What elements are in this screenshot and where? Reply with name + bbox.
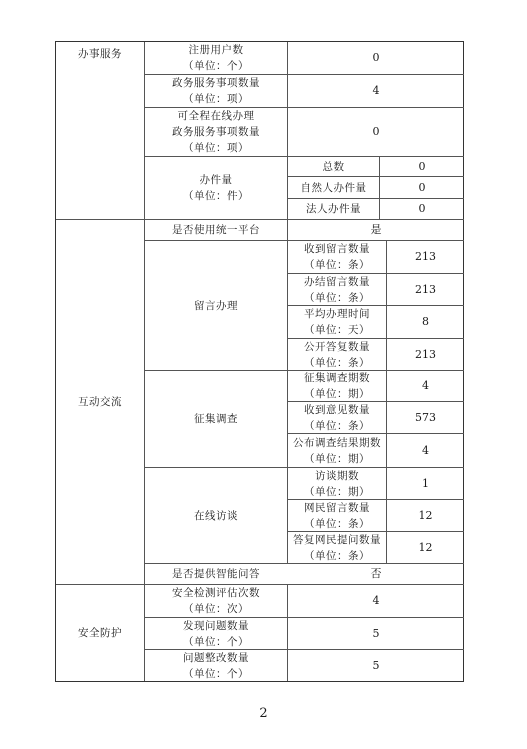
row-value-security-checks bbox=[288, 585, 464, 617]
row-label-registered-users bbox=[145, 42, 287, 74]
unit-text: （单位：条） bbox=[304, 549, 370, 562]
item-value-opinions-received bbox=[387, 402, 464, 433]
label-text: 公布调查结果期数 bbox=[293, 436, 381, 449]
unit-text: （单位：件） bbox=[183, 190, 249, 202]
item-value-netizen-messages bbox=[387, 500, 464, 531]
group-label-survey bbox=[145, 371, 287, 467]
row-label-smart-qa bbox=[145, 564, 287, 584]
label-text: 征集调查期数 bbox=[304, 372, 370, 384]
label-text: 政务服务事项数量 bbox=[172, 126, 260, 138]
unit-text: （单位：期） bbox=[304, 485, 370, 498]
label-text: 访谈期数 bbox=[315, 469, 359, 482]
group-label-interview bbox=[145, 468, 287, 563]
label-text: 安全检测评估次数 bbox=[172, 587, 260, 599]
value-text: 0 bbox=[418, 159, 426, 173]
label-text: 注册用户数 bbox=[188, 44, 244, 56]
item-value-results-published bbox=[387, 434, 464, 467]
unit-text: （单位：条） bbox=[304, 259, 370, 271]
value-text: 4 bbox=[422, 379, 429, 392]
section-label-service bbox=[56, 42, 144, 66]
section-label-interaction bbox=[56, 220, 144, 584]
label-text: 网民留言数量 bbox=[304, 501, 370, 514]
group-label-messages bbox=[145, 241, 287, 370]
section-label-security bbox=[56, 585, 144, 681]
item-label-completed-messages bbox=[288, 274, 386, 305]
row-label-unified-platform bbox=[145, 220, 287, 240]
label-text: 办件量 bbox=[199, 174, 233, 186]
item-label-survey-periods bbox=[288, 371, 386, 401]
unit-text: （单位：项） bbox=[183, 142, 249, 154]
value-text: 8 bbox=[422, 315, 429, 328]
value-text: 5 bbox=[372, 658, 380, 672]
unit-text: （单位：条） bbox=[304, 291, 370, 304]
item-label-questions-answered bbox=[288, 532, 386, 563]
row-label-online-items bbox=[145, 108, 287, 156]
sub-value-natural-person bbox=[380, 177, 464, 198]
row-value-online-items bbox=[288, 108, 464, 156]
value-text: 1 bbox=[422, 476, 429, 490]
value-text: 4 bbox=[422, 443, 429, 457]
label-text: 是否使用统一平台 bbox=[172, 224, 260, 236]
row-label-case-volume bbox=[145, 157, 287, 219]
value-text: 213 bbox=[415, 347, 436, 361]
item-label-average-time bbox=[288, 306, 386, 338]
unit-text: （单位：条） bbox=[304, 356, 370, 369]
item-value-interview-periods bbox=[387, 468, 464, 499]
row-label-security-checks bbox=[145, 585, 287, 617]
section-label-text: 互动交流 bbox=[78, 396, 122, 408]
item-label-public-replies bbox=[288, 339, 386, 370]
row-value-unified-platform bbox=[288, 220, 464, 240]
value-text: 0 bbox=[418, 202, 426, 215]
unit-text: （单位：项） bbox=[183, 93, 249, 105]
item-label-results-published bbox=[288, 434, 386, 467]
unit-text: （单位：期） bbox=[304, 452, 370, 465]
value-text: 12 bbox=[418, 508, 433, 522]
label-text: 发现问题数量 bbox=[183, 619, 249, 632]
label-text: 征集调查 bbox=[194, 413, 238, 425]
value-text: 12 bbox=[418, 540, 433, 554]
value-text: 213 bbox=[415, 250, 436, 263]
row-label-issues-fixed bbox=[145, 650, 287, 681]
label-text: 办结留言数量 bbox=[304, 275, 370, 288]
label-text: 问题整改数量 bbox=[183, 651, 249, 664]
label-text: 收到留言数量 bbox=[304, 243, 370, 255]
unit-text: （单位：条） bbox=[304, 517, 370, 530]
label-text: 留言办理 bbox=[194, 299, 238, 312]
value-text: 4 bbox=[372, 594, 380, 607]
label-text: 收到意见数量 bbox=[304, 403, 370, 416]
value-text: 0 bbox=[418, 180, 426, 194]
item-label-received-messages bbox=[288, 241, 386, 273]
item-label-opinions-received bbox=[288, 402, 386, 433]
value-text: 0 bbox=[372, 125, 380, 138]
row-value-service-items bbox=[288, 75, 464, 107]
unit-text: （单位：次） bbox=[183, 603, 249, 615]
item-value-questions-answered bbox=[387, 532, 464, 563]
sub-label-legal-person bbox=[288, 199, 379, 219]
value-text: 否 bbox=[370, 567, 382, 580]
unit-text: （单位：天） bbox=[304, 324, 370, 336]
label-text: 答复网民提问数量 bbox=[293, 533, 381, 546]
value-text: 573 bbox=[415, 410, 436, 424]
label-text: 法人办件量 bbox=[306, 203, 361, 215]
unit-text: （单位：条） bbox=[304, 419, 370, 432]
item-label-interview-periods bbox=[288, 468, 386, 499]
label-text: 平均办理时间 bbox=[304, 308, 370, 320]
label-text: 在线访谈 bbox=[194, 509, 238, 522]
value-text: 是 bbox=[370, 223, 382, 236]
row-value-issues-fixed bbox=[288, 650, 464, 681]
label-text: 自然人办件量 bbox=[300, 181, 367, 194]
section-label-text: 安全防护 bbox=[78, 627, 122, 639]
statistics-table bbox=[55, 41, 464, 682]
sub-value-total bbox=[380, 157, 464, 176]
unit-text: （单位：个） bbox=[183, 60, 249, 72]
row-label-service-items bbox=[145, 75, 287, 107]
item-value-public-replies bbox=[387, 339, 464, 370]
item-label-netizen-messages bbox=[288, 500, 386, 531]
sub-label-natural-person bbox=[288, 177, 379, 198]
unit-text: （单位：期） bbox=[304, 388, 370, 400]
value-text: 4 bbox=[372, 84, 380, 97]
sub-value-legal-person bbox=[380, 199, 464, 219]
value-text: 0 bbox=[372, 51, 380, 64]
row-label-issues-found bbox=[145, 618, 287, 649]
page-number: 2 bbox=[259, 706, 268, 721]
item-value-received-messages bbox=[387, 241, 464, 273]
label-text: 总数 bbox=[322, 160, 345, 173]
label-text: 公开答复数量 bbox=[304, 340, 370, 353]
label-text: 可全程在线办理 bbox=[177, 110, 255, 122]
sub-label-total bbox=[288, 157, 379, 176]
value-text: 5 bbox=[372, 626, 380, 640]
label-text: 政务服务事项数量 bbox=[172, 77, 260, 89]
row-value-registered-users bbox=[288, 42, 464, 74]
row-value-smart-qa bbox=[288, 564, 464, 584]
item-value-completed-messages bbox=[387, 274, 464, 305]
unit-text: （单位：个） bbox=[183, 667, 249, 680]
item-value-average-time bbox=[387, 306, 464, 338]
section-label-text: 办事服务 bbox=[78, 48, 122, 60]
label-text: 是否提供智能问答 bbox=[172, 568, 260, 580]
unit-text: （单位：个） bbox=[183, 635, 249, 648]
row-value-issues-found bbox=[288, 618, 464, 649]
value-text: 213 bbox=[415, 282, 436, 296]
item-value-survey-periods bbox=[387, 371, 464, 401]
